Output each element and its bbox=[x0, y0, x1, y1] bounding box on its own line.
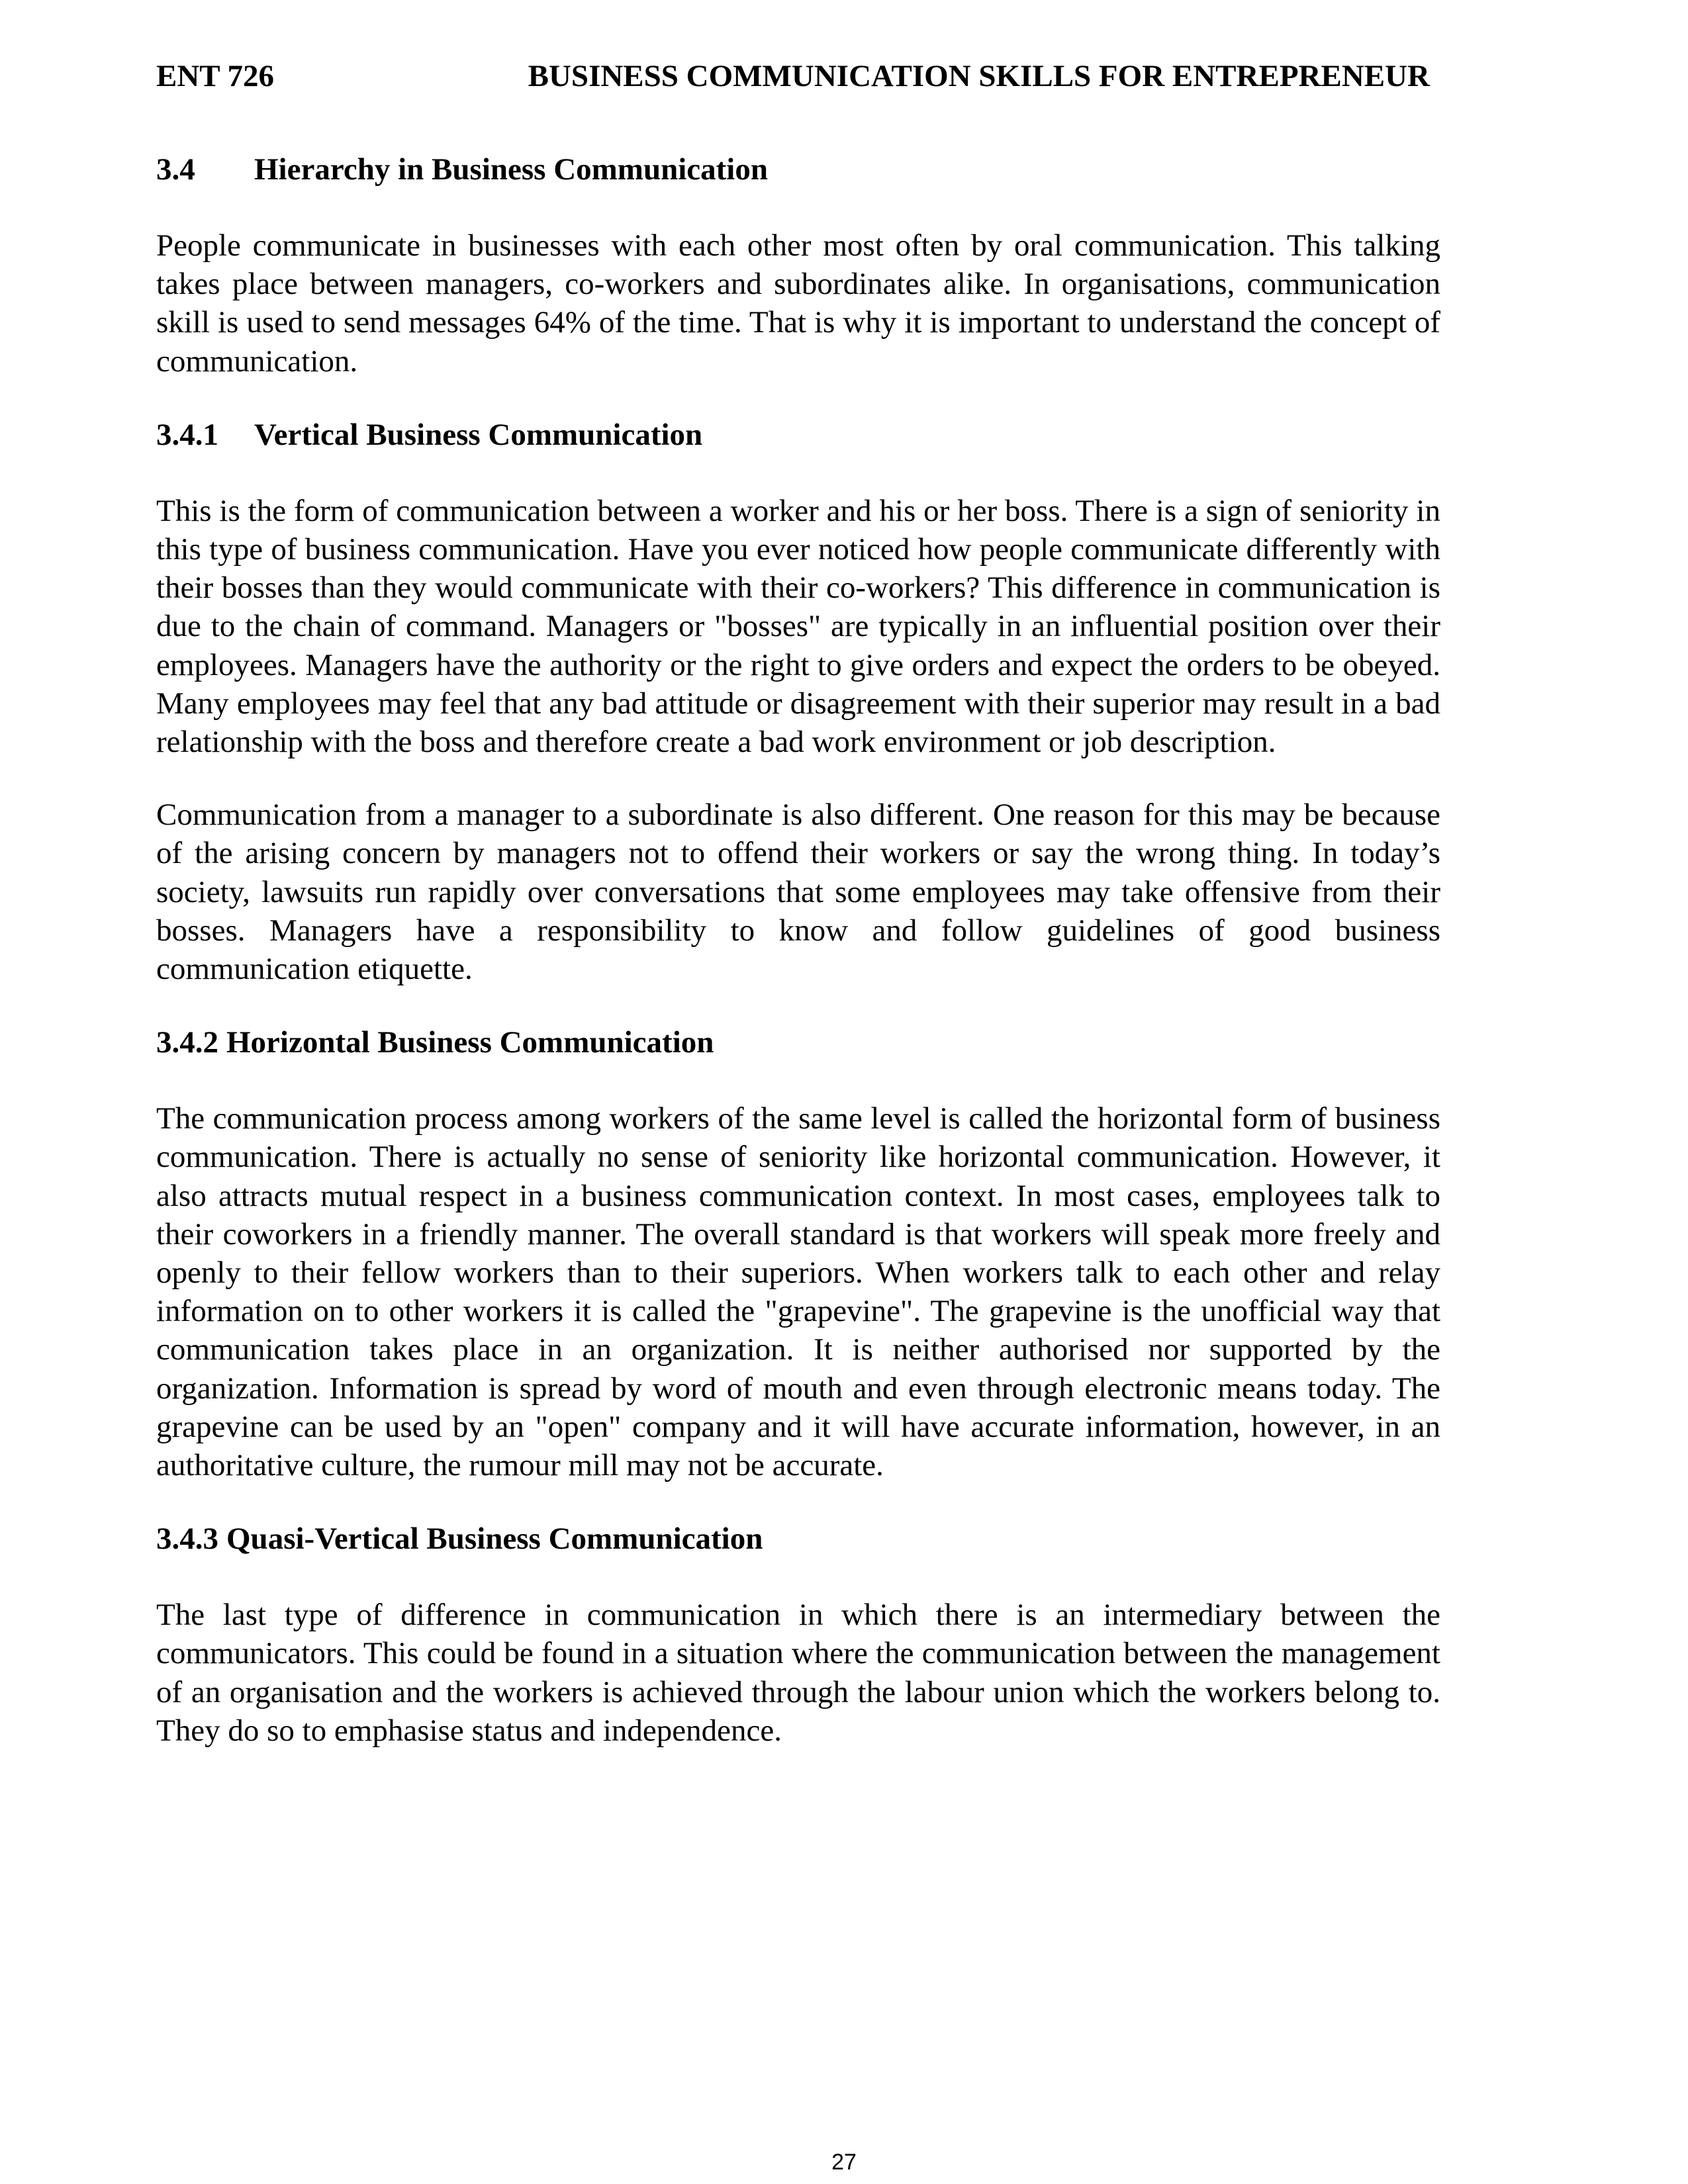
section-number: 3.4.2 bbox=[156, 1025, 218, 1060]
page-content bbox=[156, 150, 1440, 1784]
section-title: Horizontal Business Communication bbox=[226, 1025, 714, 1060]
section-title: Quasi-Vertical Business Communication bbox=[226, 1522, 763, 1557]
section-heading-3-4 bbox=[156, 150, 1440, 189]
paragraph: Communication from a manager to a subordinate is also different. One reason for this may be because of the arising concern by managers not to offend their workers or say the wrong thing. In today’s society, lawsuits run rapidly over conversations that some employees may take offensive from their bosses. Managers have a responsibility to know and follow guidelines of good business communication etiquette. bbox=[156, 797, 1440, 987]
section-number: 3.4.1 bbox=[156, 417, 218, 452]
section-title: Hierarchy in Business Communication bbox=[254, 152, 769, 187]
section-number: 3.4 bbox=[156, 152, 195, 187]
paragraph: The last type of difference in communication in which there is an intermediary between the communicators. This could be found in a situation where the communication between the management of an organisation and the workers is achieved through the labour union which the workers belong to. They do so to emphasise status and independence. bbox=[156, 1598, 1440, 1748]
page-number: 27 bbox=[831, 2150, 857, 2175]
section-heading-3-4-2 bbox=[156, 1023, 1440, 1062]
section-heading-3-4-3 bbox=[156, 1519, 1440, 1559]
paragraph: People communicate in businesses with each other most often by oral communication. This talking takes place between managers, co-workers and subordinates alike. In organisations, communication skill is used to send messages 64% of the time. That is why it is important to understand the concept of communication. bbox=[156, 228, 1440, 379]
section-title: Vertical Business Communication bbox=[254, 417, 703, 452]
paragraph: The communication process among workers of the same level is called the horizontal form of business communication. There is actually no sense of seniority like horizontal communication. However, it also attracts mutual respect in a business communication context. In most cases, employees talk to their coworkers in a friendly manner. The overall standard is that workers will speak more freely and openly to their fellow workers than to their superiors. When workers talk to each other and relay information on to other workers it is called the "grapevine". The grapevine is the unofficial way that communication takes place in an organization. It is neither authorised nor supported by the organization. Information is spread by word of mouth and even through electronic means today. The grapevine can be used by an "open" company and it will have accurate information, however, in an authoritative culture, the rumour mill may not be accurate. bbox=[156, 1101, 1440, 1483]
section-heading-3-4-1 bbox=[156, 415, 1440, 455]
course-title: BUSINESS COMMUNICATION SKILLS FOR ENTREPRENEUR bbox=[528, 59, 1430, 93]
section-number: 3.4.3 bbox=[156, 1522, 218, 1557]
page-header bbox=[156, 58, 1430, 98]
course-code: ENT 726 bbox=[156, 59, 275, 93]
paragraph: This is the form of communication between a worker and his or her boss. There is a sign of seniority in this type of business communication. Have you ever noticed how people communicate differently with their bosses than they would communicate with their co-workers? This difference in communication is due to the chain of command. Managers or "bosses" are typically in an influential position over their employees. Managers have the authority or the right to give orders and expect the orders to be obeyed. Many employees may feel that any bad attitude or disagreement with their superior may result in a bad relationship with the boss and therefore create a bad work environment or job description. bbox=[156, 493, 1440, 760]
